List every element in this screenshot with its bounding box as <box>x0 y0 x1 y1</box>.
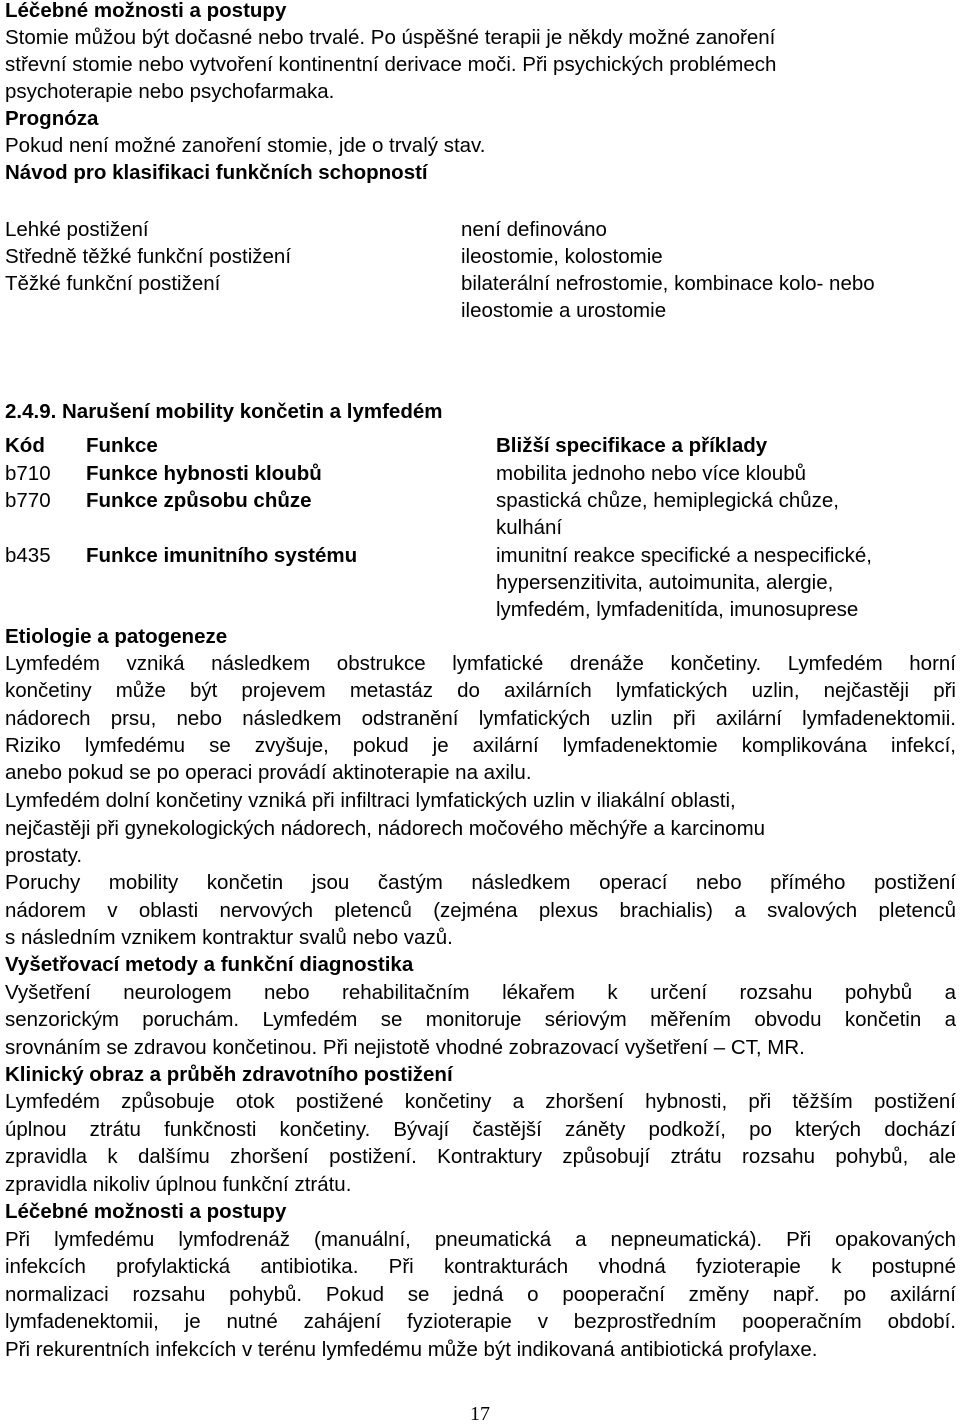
icf-function: Funkce imunitního systému <box>86 544 358 567</box>
diagnostics-line: srovnáním se zdravou končetinou. Při nejistotě vhodné zobrazovací vyšetření – CT, MR. <box>5 1036 805 1059</box>
treatment-line: Při rekurentních infekcích v terénu lymfedému může být indikovaná antibiotická profylaxe. <box>5 1338 818 1361</box>
classification-label: Těžké funkční postižení <box>5 272 221 295</box>
classification-value: bilaterální nefrostomie, kombinace kolo- nebo <box>461 272 875 295</box>
icf-function: Funkce způsobu chůze <box>86 489 312 512</box>
etiology-line: nejčastěji při gynekologických nádorech, nádorech močového měchýře a karcinomu <box>5 817 766 840</box>
icf-spec: imunitní reakce specifické a nespecifické, <box>496 544 873 567</box>
heading-clinical: Klinický obraz a průběh zdravotního postižení <box>5 1063 453 1086</box>
classification-value: není definováno <box>461 218 607 241</box>
etiology-line: prostaty. <box>5 844 83 867</box>
icf-code: b435 <box>5 544 51 567</box>
prognosis-text: Pokud není možné zanoření stomie, jde o trvalý stav. <box>5 134 486 157</box>
clinical-line: zpravidla k dalšímu zhoršení postižení. Kontraktury způsobují ztrátu rozsahu pohybů, ale <box>5 1145 956 1168</box>
treatment-line: psychoterapie nebo psychofarmaka. <box>5 80 335 103</box>
icf-code: b710 <box>5 462 51 485</box>
etiology-line: anebo pokud se po operaci provádí aktinoterapie na axilu. <box>5 761 532 784</box>
etiology-line: s následním vznikem kontraktur svalů nebo vazů. <box>5 926 453 949</box>
page-number: 17 <box>470 1403 490 1425</box>
etiology-line: Lymfedém dolní končetiny vzniká při infiltraci lymfatických uzlin v iliakální oblasti, <box>5 789 736 812</box>
treatment-line: normalizaci rozsahu pohybů. Pokud se jedná o pooperační změny např. po axilární <box>5 1283 956 1306</box>
icf-spec: hypersenzitivita, autoimunita, alergie, <box>496 571 834 594</box>
treatment-line: Stomie můžou být dočasné nebo trvalé. Po úspěšné terapii je někdy možné zanoření <box>5 26 776 49</box>
heading-etiology: Etiologie a patogeneze <box>5 625 228 648</box>
etiology-line: Riziko lymfedému se zvyšuje, pokud je axilární lymfadenektomie komplikována infekcí, <box>5 734 956 757</box>
heading-prognosis: Prognóza <box>5 107 99 130</box>
icf-spec: mobilita jednoho nebo více kloubů <box>496 462 806 485</box>
clinical-line: Lymfedém způsobuje otok postižené končetiny a zhoršení hybnosti, při těžším postižení <box>5 1090 956 1113</box>
etiology-line: Poruchy mobility končetin jsou častým následkem operací nebo přímého postižení <box>5 871 956 894</box>
classification-label: Středně těžké funkční postižení <box>5 245 292 268</box>
icf-function: Funkce hybnosti kloubů <box>86 462 322 485</box>
treatment-line: infekcích profylaktická antibiotika. Při kontrakturách vhodná fyzioterapie k postupné <box>5 1255 956 1278</box>
classification-label: Lehké postižení <box>5 218 149 241</box>
clinical-line: úplnou ztrátu funkčnosti končetiny. Bývají častější záněty podkoží, po kterých dochází <box>5 1118 956 1141</box>
etiology-line: Lymfedém vzniká následkem obstrukce lymfatické drenáže končetiny. Lymfedém horní <box>5 652 956 675</box>
classification-value-cont: ileostomie a urostomie <box>461 299 667 322</box>
icf-header-function: Funkce <box>86 434 158 457</box>
etiology-line: nádorech prsu, nebo následkem odstranění lymfatických uzlin při axilární lymfadenektomii. <box>5 707 956 730</box>
icf-header-spec: Bližší specifikace a příklady <box>496 434 768 457</box>
icf-header-code: Kód <box>5 434 45 457</box>
section-title: 2.4.9. Narušení mobility končetin a lymfedém <box>5 400 443 423</box>
heading-treatment: Léčebné možnosti a postupy <box>5 1200 287 1223</box>
treatment-line: Při lymfedému lymfodrenáž (manuální, pneumatická a nepneumatická). Při opakovaných <box>5 1228 956 1251</box>
treatment-line: lymfadenektomii, je nutné zahájení fyzioterapie v bezprostředním pooperačním období. <box>5 1310 956 1333</box>
etiology-line: nádorem v oblasti nervových pletenců (zejména plexus brachialis) a svalových pletenců <box>5 899 956 922</box>
icf-spec: kulhání <box>496 516 563 539</box>
icf-spec: lymfedém, lymfadenitída, imunosuprese <box>496 598 859 621</box>
diagnostics-line: Vyšetření neurologem nebo rehabilitačním lékařem k určení rozsahu pohybů a <box>5 981 956 1004</box>
icf-spec: spastická chůze, hemiplegická chůze, <box>496 489 839 512</box>
heading-diagnostics: Vyšetřovací metody a funkční diagnostika <box>5 953 414 976</box>
treatment-line: střevní stomie nebo vytvoření kontinentní derivace moči. Při psychických problémech <box>5 53 777 76</box>
classification-value: ileostomie, kolostomie <box>461 245 663 268</box>
heading-treatment-top: Léčebné možnosti a postupy <box>5 0 287 22</box>
diagnostics-line: senzorickým poruchám. Lymfedém se monitoruje sériovým měřením obvodu končetin a <box>5 1008 956 1031</box>
heading-classification: Návod pro klasifikaci funkčních schopností <box>5 161 428 184</box>
etiology-line: končetiny může být projevem metastáz do axilárních lymfatických uzlin, nejčastěji při <box>5 679 956 702</box>
icf-code: b770 <box>5 489 51 512</box>
clinical-line: zpravidla nikoliv úplnou funkční ztrátu. <box>5 1173 352 1196</box>
